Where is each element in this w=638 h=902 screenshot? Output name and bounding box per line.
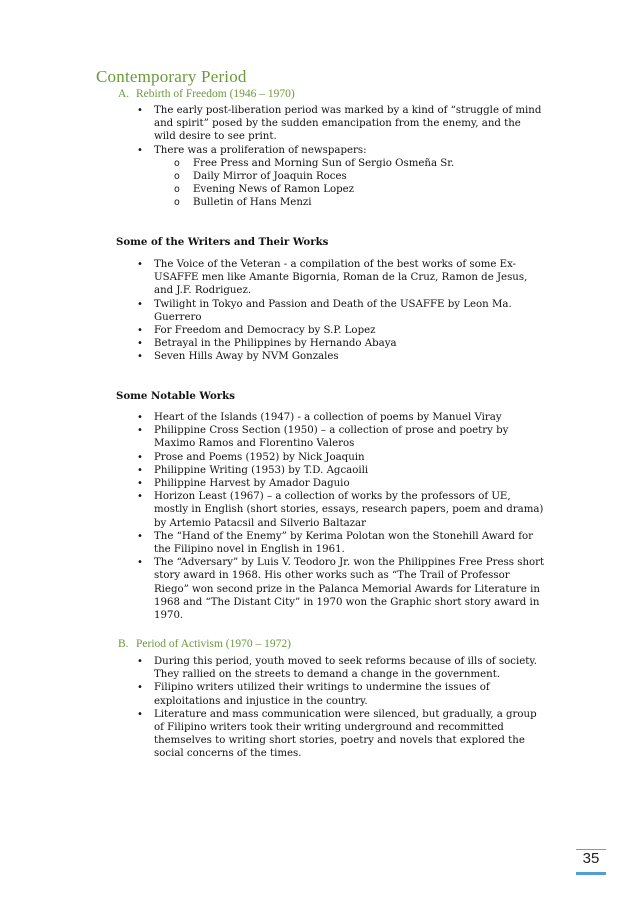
list-item: • Filipino writers utilized their writings to undermine the issues of exploitations and injustice in the country. — [133, 681, 545, 707]
list-item: • The early post-liberation period was marked by a kind of “struggle of mind and spirit” posed by the sudden emancipation from the enemy, and the wild desire to see print. — [133, 104, 545, 144]
sublist-item: o Bulletin of Hans Menzi — [172, 196, 545, 209]
page-title: Contemporary Period — [96, 67, 247, 86]
sublist-item: o Evening News of Ramon Lopez — [172, 183, 545, 196]
notable-works-heading: Some Notable Works — [116, 390, 235, 402]
list-item: • During this period, youth moved to seek reforms because of ills of society. They rallied on the streets to demand a change in the government. — [133, 655, 545, 681]
list-item: • Literature and mass communication were silenced, but gradually, a group of Filipino writers took their writing underground and recommitted themselves to writing short stories, poetry and novels that explored the social concerns of the times. — [133, 708, 545, 761]
notable-works-list — [133, 411, 545, 622]
list-item: • Betrayal in the Philippines by Hernando Abaya — [133, 337, 545, 350]
list-item-text: There was a proliferation of newspapers: — [154, 144, 367, 156]
list-item: • The “Hand of the Enemy” by Kerima Polotan won the Stonehill Award for the Filipino novel in English in 1961. — [133, 530, 545, 556]
list-item: • The “Adversary” by Luis V. Teodoro Jr. won the Philippines Free Press short story award in 1968. His other works such as “The Trail of Professor Riego” won second prize in the Palanca Memorial Awards for Literature in 1968 and “The Distant City” in 1970 won the Graphic short story award in 1970. — [133, 556, 545, 622]
list-item: • Philippine Cross Section (1950) – a collection of prose and poetry by Maximo Ramos and Florentino Valeros — [133, 424, 545, 450]
list-item: • Philippine Harvest by Amador Daguio — [133, 477, 545, 490]
page-number: 35 — [582, 850, 600, 867]
newspaper-sublist — [154, 157, 545, 210]
section-a-letter: A. — [118, 88, 130, 100]
section-a-heading — [118, 88, 295, 100]
section-a-list — [133, 104, 545, 210]
list-item: • Twilight in Tokyo and Passion and Death of the USAFFE by Leon Ma. Guerrero — [133, 298, 545, 324]
list-item: • Seven Hills Away by NVM Gonzales — [133, 350, 545, 363]
writers-list — [133, 258, 545, 364]
sublist-item: o Daily Mirror of Joaquin Roces — [172, 170, 545, 183]
section-b-list — [133, 655, 545, 761]
list-item: • Horizon Least (1967) – a collection of works by the professors of UE, mostly in English (short stories, essays, research papers, poem and drama) by Artemio Patacsil and Silverio Baltazar — [133, 490, 545, 530]
list-item: • Philippine Writing (1953) by T.D. Agcaoili — [133, 464, 545, 477]
section-b-letter: B. — [118, 638, 129, 650]
section-a-title: Rebirth of Freedom (1946 – 1970) — [136, 88, 295, 100]
page-number-underline — [576, 872, 606, 875]
list-item: • The Voice of the Veteran - a compilation of the best works of some Ex-USAFFE men like Amante Bigornia, Roman de la Cruz, Ramon de Jesus, and J.F. Rodriguez. — [133, 258, 545, 298]
writers-heading: Some of the Writers and Their Works — [116, 236, 329, 248]
list-item: • For Freedom and Democracy by S.P. Lopez — [133, 324, 545, 337]
list-item: • Prose and Poems (1952) by Nick Joaquin — [133, 451, 545, 464]
list-item: • Heart of the Islands (1947) - a collection of poems by Manuel Viray — [133, 411, 545, 424]
list-item — [133, 144, 545, 210]
section-b-heading — [118, 638, 291, 650]
section-b-title: Period of Activism (1970 – 1972) — [136, 638, 291, 650]
sublist-item: o Free Press and Morning Sun of Sergio Osmeña Sr. — [172, 157, 545, 170]
